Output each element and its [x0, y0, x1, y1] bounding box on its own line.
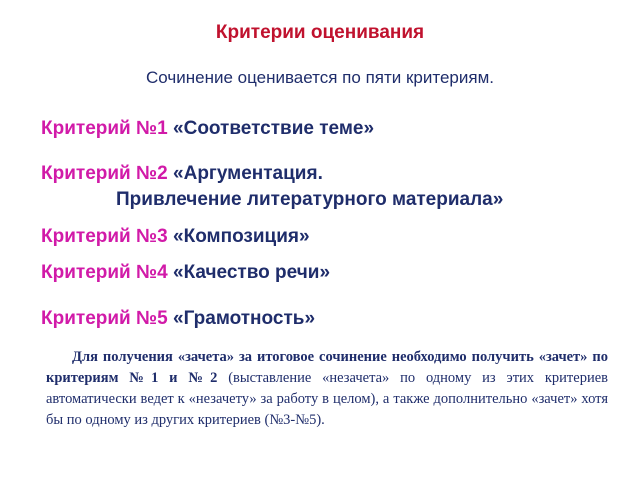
grading-note-bold: Для получения «зачета» за итоговое сочинение необходимо получить «зачет» по критериям №1 и №2: [46, 349, 608, 386]
criterion-2-name-line2: Привлечение литературного материала»: [116, 189, 504, 210]
criterion-3: [41, 226, 310, 248]
criterion-4-number: Критерий №4: [41, 262, 168, 283]
criterion-2-number: Критерий №2: [41, 163, 168, 184]
subtitle: Сочинение оценивается по пяти критериям.: [146, 68, 494, 87]
criterion-1-name: «Соответствие теме»: [173, 118, 375, 139]
criterion-2-name: «Аргументация.: [173, 163, 323, 184]
grading-note-rest: (выставление «незачета» по одному из этих критериев автоматически ведет к «незачету» за работу в целом), а также дополнительно «зачет» хотя бы по одному из других критериев (№3-№5).: [46, 370, 608, 428]
page-title: Критерии оценивания: [215, 22, 425, 43]
criterion-4: [41, 262, 330, 284]
criterion-1: [41, 118, 374, 140]
grading-note: [46, 347, 608, 431]
criterion-1-number: Критерий №1: [41, 118, 168, 139]
criterion-5-number: Критерий №5: [41, 308, 168, 329]
criterion-5: [41, 308, 315, 330]
criterion-3-name: «Композиция»: [173, 226, 310, 247]
criterion-3-number: Критерий №3: [41, 226, 168, 247]
criterion-4-name: «Качество речи»: [173, 262, 331, 283]
criterion-5-name: «Грамотность»: [173, 308, 316, 329]
criterion-2: [41, 163, 323, 185]
